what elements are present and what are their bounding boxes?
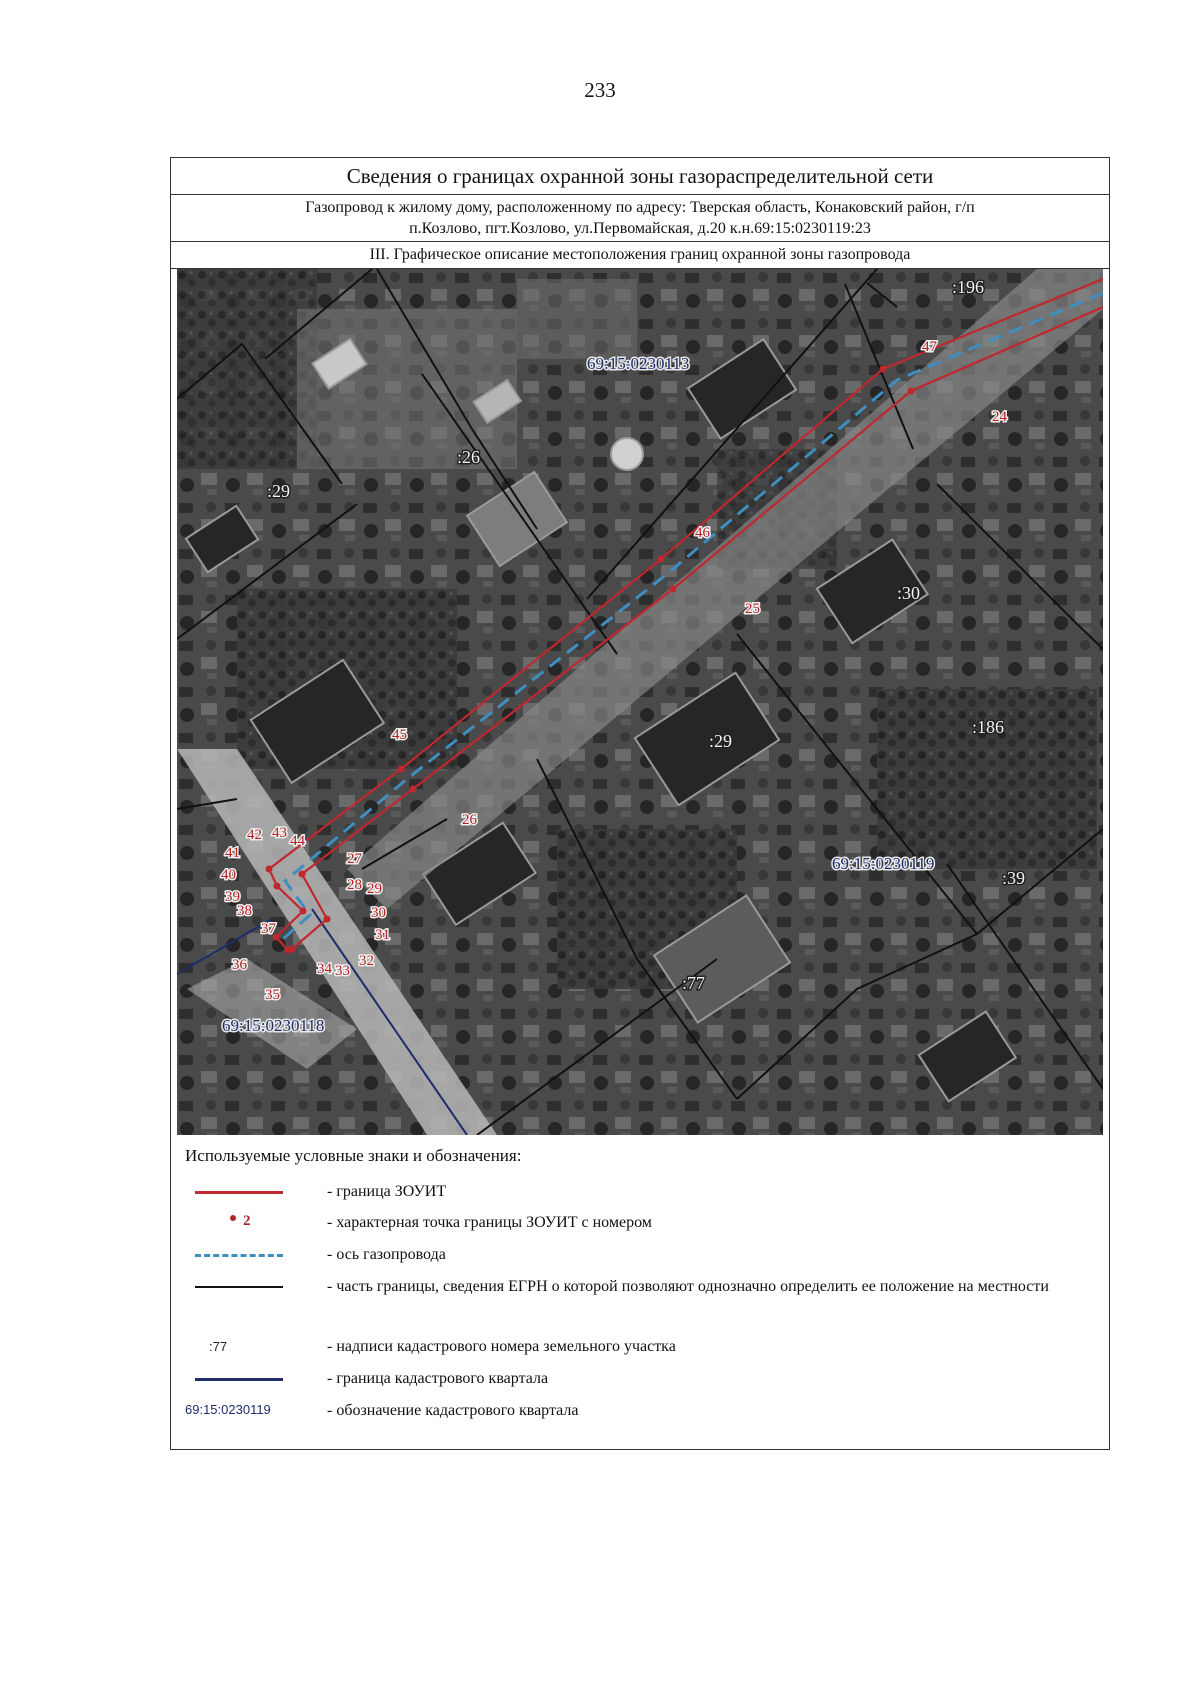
point-label: 37	[261, 921, 276, 937]
parcel-label: :196	[952, 277, 985, 297]
quarter-label: 69:15:0230113	[587, 354, 690, 373]
point-label: 34	[317, 961, 332, 977]
point-label: 41	[225, 845, 240, 861]
boundary-point-marker	[274, 883, 281, 890]
point-label: 30	[371, 905, 386, 921]
point-label: 38	[237, 903, 252, 919]
legend-symbol-point	[185, 1211, 281, 1235]
point-label: 26	[462, 812, 477, 828]
point-dot-icon	[185, 1211, 281, 1235]
point-label: 42	[247, 827, 262, 843]
quarter-label: 69:15:0230118	[222, 1016, 325, 1035]
legend-symbol-quarter-text: 69:15:0230119	[185, 1402, 271, 1417]
legend-symbol-red-line	[185, 1180, 281, 1204]
point-label: 31	[375, 927, 390, 943]
point-label: 43	[272, 825, 287, 841]
document-sheet: Сведения о границах охранной зоны газораспределительной сети Газопровод к жилому дому, расположенному по адресу: Тверская область, Конаковский район, г/п п.Козлово, пгт.Козлово, ул.Первомайская, д.20 к.н.69:15:0230119:23 III. Графическое описание местоположения границ охранной зоны газопровода :196 :26 :29 :30 :29 :186 :39 :77 69:15:0230113 69:15:0230119 69:15:0230118 47 24 46 25 45 26 42 43 44 41 40 39 38 37 36 35 27 28 29 30 31 32 33 34 Используемые условные знаки и обозначения: - граница ЗОУИТ 2 - характерная точка границы ЗОУИТ с номером - ось газопровода - часть границы, сведения ЕГРН о которой позволяют однозначно определить ее положение на местности :77 - надписи кадастрового номера земельного участка - граница кадастрового квартала 69:15:0230119 - обозначение кадастрового квартала	[170, 157, 1110, 1450]
boundary-point-marker	[266, 866, 273, 873]
parcel-label: :186	[972, 717, 1005, 737]
legend-title: Используемые условные знаки и обозначения:	[185, 1146, 522, 1165]
boundary-point-marker	[300, 908, 307, 915]
boundary-point-marker	[880, 366, 887, 373]
point-label: 44	[290, 833, 305, 849]
parcel-label: :29	[709, 731, 733, 751]
boundary-point-marker	[658, 556, 665, 563]
map-canvas	[177, 269, 1103, 1135]
point-label: 29	[367, 881, 382, 897]
parcel-label: :77	[682, 973, 706, 993]
legend-symbol-parcel-text: :77	[209, 1339, 228, 1354]
object-description	[171, 195, 1109, 242]
point-label: 35	[265, 987, 280, 1003]
parcel-label: :29	[267, 481, 291, 501]
parcel-label: :30	[897, 583, 921, 603]
point-label: 28	[347, 877, 362, 893]
document-title: Сведения о границах охранной зоны газораспределительной сети	[171, 158, 1109, 195]
point-label: 46	[695, 525, 710, 541]
boundary-point-marker	[299, 871, 306, 878]
point-label: 33	[335, 963, 350, 979]
boundary-point-marker	[410, 786, 417, 793]
legend-symbol-dashed-blue	[185, 1243, 281, 1267]
point-label: 40	[221, 867, 236, 883]
point-label: 25	[745, 601, 760, 617]
point-label: 45	[392, 727, 407, 743]
boundary-point-marker	[289, 946, 296, 953]
legend-symbol-navy-line	[185, 1367, 281, 1391]
legend-point-label: 2	[243, 1213, 251, 1229]
boundary-point-marker	[670, 586, 677, 593]
point-label: 39	[225, 889, 240, 905]
parcel-label: :26	[457, 447, 481, 467]
point-label: 24	[992, 409, 1007, 425]
boundary-point-marker	[398, 766, 405, 773]
quarter-label: 69:15:0230119	[832, 854, 935, 873]
point-label: 36	[232, 957, 247, 973]
aerial-map	[177, 269, 1103, 1135]
point-label: 32	[359, 953, 374, 969]
boundary-point-marker	[324, 916, 331, 923]
point-label: 27	[347, 851, 362, 867]
boundary-point-marker	[908, 388, 915, 395]
page-number: 233	[584, 78, 616, 102]
object-description-line-2: п.Козлово, пгт.Козлово, ул.Первомайская, д.20 к.н.69:15:0230119:23	[409, 220, 871, 237]
parcel-label: :39	[1002, 868, 1026, 888]
object-description-line-1: Газопровод к жилому дому, расположенному по адресу: Тверская область, Конаковский район, г/п	[305, 199, 975, 216]
legend-symbol-black-line	[185, 1275, 281, 1299]
point-label: 47	[922, 339, 937, 355]
section-title: III. Графическое описание местоположения границ охранной зоны газопровода	[171, 242, 1109, 269]
